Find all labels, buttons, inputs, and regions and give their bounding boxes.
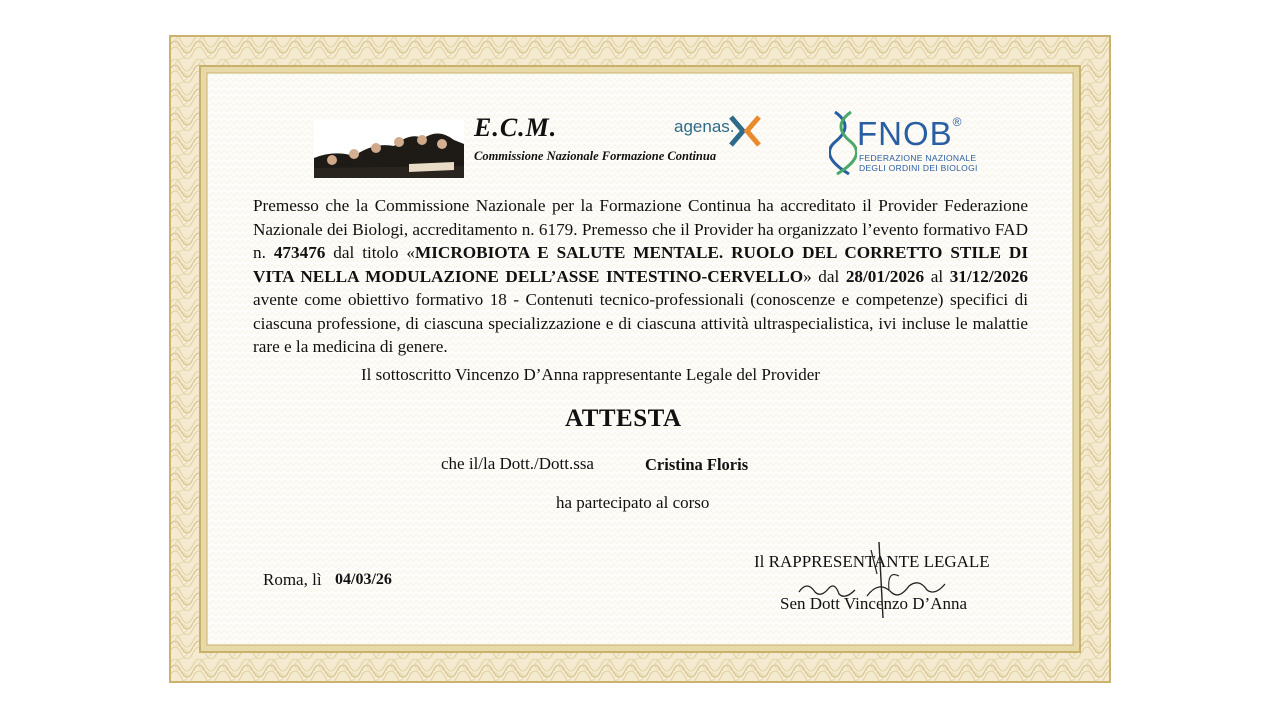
participant-name: Cristina Floris [645, 455, 749, 474]
fnob-title: FNOB [857, 115, 953, 152]
body-part2: dal titolo « [325, 243, 416, 262]
agenas-logo-icon [729, 115, 763, 147]
attesta-heading: ATTESTA [565, 405, 682, 432]
fnob-subtitle-line1: FEDERAZIONE NAZIONALE [859, 153, 977, 163]
fnob-logo-text [857, 115, 963, 153]
signatory-line: Il sottoscritto Vincenzo D’Anna rappresentante Legale del Provider [361, 365, 820, 384]
body-part3: » dal [803, 266, 846, 286]
fnob-dna-icon [829, 110, 857, 176]
event-number: 473476 [273, 243, 326, 262]
representative-name: Sen Dott Vincenzo D’Anna [780, 594, 968, 613]
fnob-subtitle [859, 153, 978, 173]
certificate-body-text [253, 194, 1028, 359]
body-part4: al [924, 266, 950, 286]
fnob-subtitle-line2: DEGLI ORDINI DEI BIOLOGI [859, 163, 978, 173]
representative-title: Il RAPPRESENTANTE LEGALE [754, 552, 990, 571]
body-part1: Premesso che la Commissione Nazionale per la Formazione Continua ha accreditato il Provider Federazione Nazionale dei Biologi, accreditamento n. 6179. Premesso che il Provider ha organizzato l’evento formativo FAD n. [253, 196, 1028, 262]
certificate [169, 35, 1111, 683]
ecm-title: E.C.M. [474, 113, 558, 142]
event-date-from: 28/01/2026 [845, 266, 925, 286]
participated-text: ha partecipato al corso [556, 493, 710, 512]
event-date-to: 31/12/2026 [949, 266, 1028, 286]
place-label: Roma, lì [263, 570, 322, 589]
participant-prefix: che il/la Dott./Dott.ssa [441, 454, 594, 473]
event-title: MICROBIOTA E SALUTE MENTALE. RUOLO DEL CORRETTO STILE DI VITA NELLA MODULAZIONE DELL’ASSE INTESTINO-CERVELLO [253, 243, 1029, 286]
fnob-registered-mark: ® [952, 115, 963, 129]
body-part5: avente come obiettivo formativo 18 - Contenuti tecnico-professionali (conoscenze e competenze) specifici di ciascuna professione, di ciascuna specializzazione e di ciascuna attività ultraspecialistica, ivi incluse le malattie rare e la medicina di genere. [253, 290, 1028, 356]
agenas-logo-text: agenas. [674, 117, 735, 136]
certificate-date: 04/03/26 [335, 571, 392, 588]
handwritten-signature [759, 540, 979, 620]
ecm-subtitle: Commissione Nazionale Formazione Continua [474, 149, 717, 163]
